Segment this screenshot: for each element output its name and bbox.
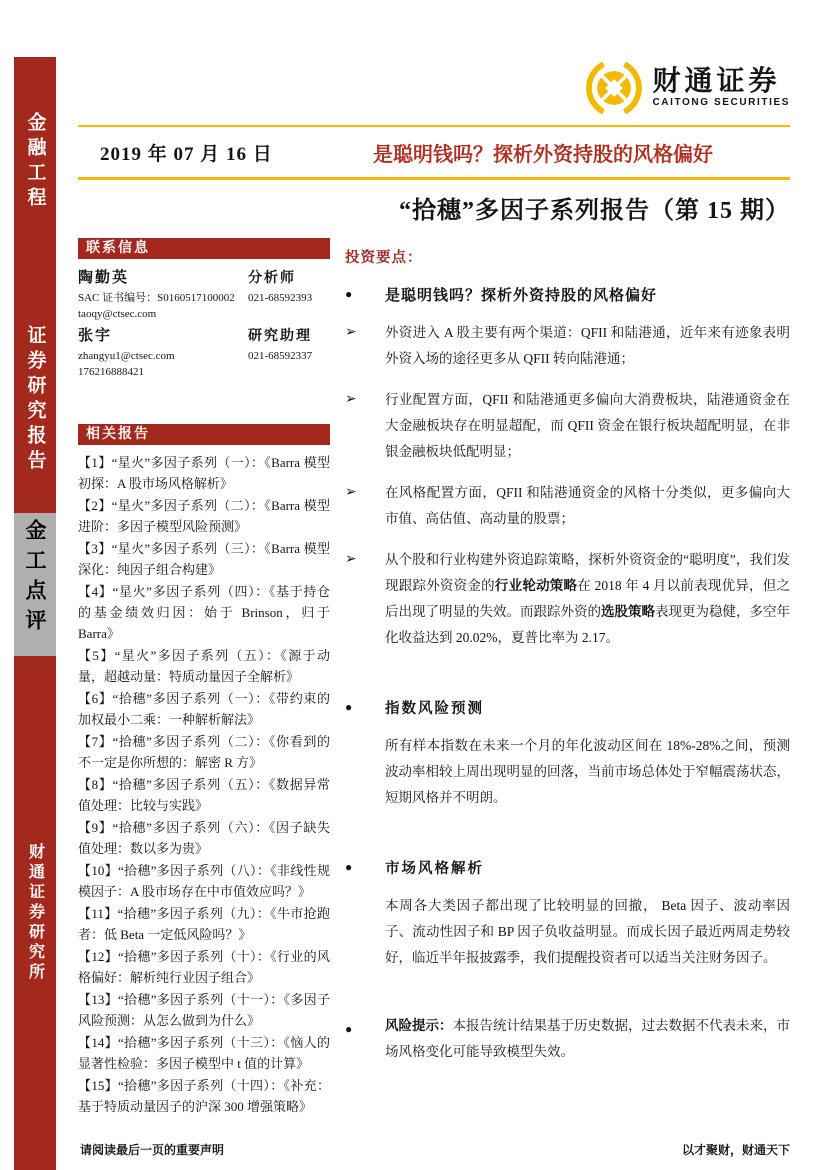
contact-section-header: 联系信息 xyxy=(78,238,330,259)
key-point-text: 外资进入 A 股主要有两个渠道：QFII 和陆港通，近年来有迹象表明外资入场的途径更多从 QFII 转向陆港通； xyxy=(385,325,790,366)
left-column xyxy=(78,238,330,1118)
risk-warning xyxy=(345,1013,790,1065)
report-list-item: 【1】“星火”多因子系列（一）：《Barra 模型初探：A 股市场风格解析》 xyxy=(78,455,330,491)
section-body: 所有样本指数在未来一个月的年化波动区间在 18%-28%之间，预测波动率相较上周出现明显的回落，当前市场总体处于窄幅震荡状态，短期风格并不明朗。 xyxy=(385,738,790,805)
contact-row xyxy=(78,364,330,380)
key-point-item xyxy=(345,387,790,465)
arrow-icon: ➢ xyxy=(345,325,357,340)
report-list-item: 【7】“拾穗”多因子系列（二）：《你看到的不一定是你所想的：解密 R 方》 xyxy=(78,734,330,770)
bullet-icon: ● xyxy=(345,1022,353,1036)
analyst-sac-number: SAC 证书编号：S0160517100002 xyxy=(78,292,235,304)
sidebar-label-securities-research-report: 证券研究报告 xyxy=(24,325,46,475)
key-point-part: 从个股和行业构建外资追踪策略，探析外资资金的“聪明度”，我们发现跟踪外资资金的 xyxy=(385,552,790,593)
analyst-role: 分析师 xyxy=(248,271,296,286)
report-list-item: 【4】“星火”多因子系列（四）：《基于持仓的基金绩效归因：始于 Brinson，归于 Barra》 xyxy=(78,584,330,641)
sidebar-label-caitong-research-institute: 财通证券研究所 xyxy=(26,843,44,983)
analyst-email[interactable]: taoqy@ctsec.com xyxy=(78,308,157,320)
report-list-item: 【5】“星火”多因子系列（五）：《源于动量，超越动量：特质动量因子全解析》 xyxy=(78,648,330,684)
contact-row xyxy=(78,324,330,348)
report-list-item: 【15】“拾穗”多因子系列（十四）：《补充：基于特质动量因子的沪深 300 增强策略》 xyxy=(78,1078,330,1114)
title-row xyxy=(78,127,790,177)
headline-text: 是聪明钱吗？探析外资持股的风格偏好 xyxy=(385,288,658,304)
content-columns xyxy=(78,238,790,1118)
main-content xyxy=(78,57,790,1118)
assistant-mobile: 176216888421 xyxy=(78,366,144,378)
bullet-icon: ● xyxy=(345,860,355,874)
contact-row xyxy=(78,348,330,364)
brand-text xyxy=(652,67,790,109)
right-column xyxy=(345,238,790,1118)
contact-block xyxy=(78,259,330,380)
report-list-item: 【14】“拾穗”多因子系列（十三）：《恼人的显著性检验：多因子模型中 t 值的计算》 xyxy=(78,1035,330,1071)
bullet-icon: ● xyxy=(345,287,354,301)
assistant-role: 研究助理 xyxy=(248,329,312,344)
risk-warning-label: 风险提示： xyxy=(385,1018,453,1033)
report-list-item: 【12】“拾穗”多因子系列（十）：《行业的风格偏好：解析纯行业因子组合》 xyxy=(78,949,330,985)
related-reports-list xyxy=(78,445,330,1117)
sidebar-label-quant-comment: 金工点评 xyxy=(23,519,47,639)
analyst-name: 陶勤英 xyxy=(78,270,130,286)
report-list-item: 【8】“拾穗”多因子系列（五）：《数据异常值处理：比较与实践》 xyxy=(78,777,330,813)
related-reports-header: 相关报告 xyxy=(78,424,330,445)
report-list-item: 【2】“星火”多因子系列（二）：《Barra 模型进阶：多因子模型风险预测》 xyxy=(78,498,330,534)
bullet-icon: ● xyxy=(345,700,355,714)
assistant-phone: 021-68592337 xyxy=(248,350,313,362)
key-point-bold-stock-selection: 选股策略 xyxy=(601,604,655,619)
section-title: 市场风格解析 xyxy=(385,861,484,877)
section-title: 指数风险预测 xyxy=(385,701,484,717)
brand-logo xyxy=(585,59,790,117)
contact-row xyxy=(78,306,330,322)
logo-row xyxy=(78,57,790,125)
footer-disclaimer: 请阅读最后一页的重要声明 xyxy=(80,1143,225,1157)
report-list-item: 【9】“拾穗”多因子系列（六）：《因子缺失值处理：数以多为贵》 xyxy=(78,820,330,856)
report-list-item: 【3】“星火”多因子系列（三）：《Barra 模型深化：纯因子组合构建》 xyxy=(78,541,330,577)
contact-row xyxy=(78,290,330,306)
key-point-bold-industry-rotation: 行业轮动策略 xyxy=(494,578,578,593)
section-index-risk-forecast xyxy=(345,697,790,811)
key-point-text: 行业配置方面，QFII 和陆港通更多偏向大消费板块，陆港通资金在大金融板块存在明显超配，而 QFII 资金在银行板块超配明显，在非银金融板块低配明显； xyxy=(385,392,790,459)
series-row xyxy=(78,180,790,226)
key-point-item xyxy=(345,480,790,532)
arrow-icon: ➢ xyxy=(345,392,357,407)
coin-logo-icon xyxy=(585,59,643,117)
section-title-row xyxy=(345,697,790,718)
key-point-item xyxy=(345,547,790,651)
report-title: 是聪明钱吗？探析外资持股的风格偏好 xyxy=(373,143,713,166)
arrow-icon: ➢ xyxy=(345,552,357,567)
footer-slogan: 以才聚财，财通天下 xyxy=(681,1143,790,1157)
report-list-item: 【10】“拾穗”多因子系列（八）：《非线性规模因子：A 股市场存在中市值效应吗？》 xyxy=(78,863,330,899)
report-date: 2019 年 07 月 16 日 xyxy=(100,143,273,165)
sidebar-label-financial-engineering: 金融工程 xyxy=(24,112,46,212)
assistant-name: 张宇 xyxy=(78,328,113,344)
key-point-item xyxy=(345,320,790,372)
report-list-item: 【6】“拾穗”多因子系列（一）：《带约束的加权最小二乘：一种解析解法》 xyxy=(78,691,330,727)
brand-name-cn: 财通证券 xyxy=(652,66,781,97)
contact-row xyxy=(78,266,330,290)
report-list-item: 【13】“拾穗”多因子系列（十一）：《多因子风险预测：从怎么做到为什么》 xyxy=(78,992,330,1028)
risk-warning-text xyxy=(385,1013,790,1065)
key-point-text xyxy=(385,547,790,651)
brand-name-en: CAITONG SECURITIES xyxy=(652,97,790,108)
key-point-part: 在 2018 年 4 月以前表现优异，但之后出现了明显的失效。而跟踪外资的 xyxy=(385,578,791,619)
report-list-item: 【11】“拾穗”多因子系列（九）：《牛市抢跑者：低 Beta 一定低风险吗？》 xyxy=(78,906,330,942)
section-market-style xyxy=(345,857,790,971)
key-points-headline xyxy=(345,284,790,305)
risk-warning-body: 本报告统计结果基于历史数据，过去数据不代表未来，市场风格变化可能导致模型失效。 xyxy=(385,1018,790,1059)
arrow-icon: ➢ xyxy=(345,485,357,500)
sidebar xyxy=(14,57,56,1170)
key-point-part: 表现更为稳健，多空年化收益达到 20.02%，夏普比率为 2.17。 xyxy=(385,604,790,645)
analyst-phone: 021-68592393 xyxy=(248,292,313,304)
series-title: “拾穗”多因子系列报告（第 15 期） xyxy=(399,198,790,224)
section-body: 本周各大类因子都出现了比较明显的回撤， Beta 因子、波动率因子、流动性因子和 BP 因子负收益明显。而成长因子最近两周走势较好，临近半年报披露季，我们提醒投资者可以适当关注财务因子。 xyxy=(385,898,790,965)
key-point-text: 在风格配置方面，QFII 和陆港通资金的风格十分类似，更多偏向大市值、高估值、高动量的股票； xyxy=(385,485,790,526)
assistant-email[interactable]: zhangyu1@ctsec.com xyxy=(78,350,175,362)
section-title-row xyxy=(345,857,790,878)
key-points-label: 投资要点： xyxy=(345,250,423,266)
